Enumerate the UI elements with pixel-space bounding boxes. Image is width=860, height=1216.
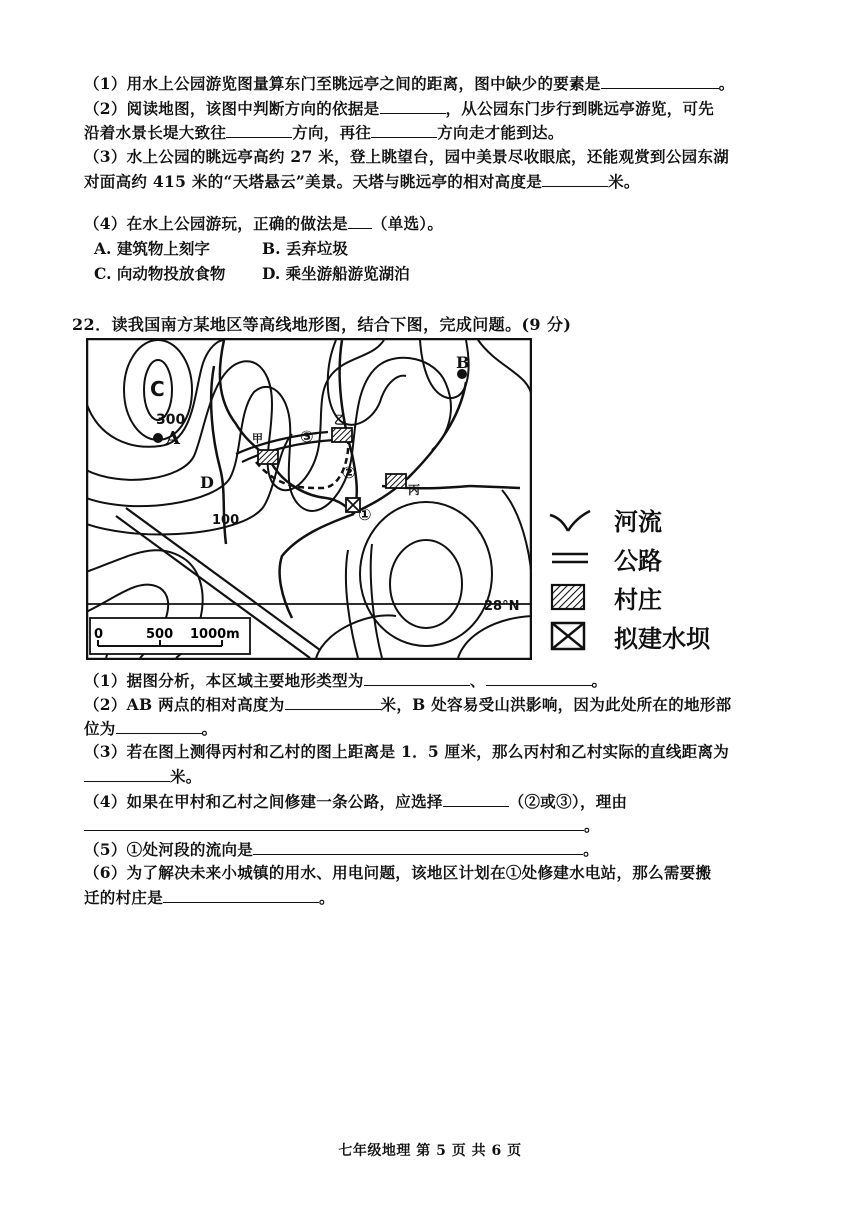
option-a[interactable]: A. 建筑物上刻字 bbox=[94, 239, 210, 258]
question-22-title: 22．读我国南方某地区等高线地形图，结合下图，完成问题。(9 分) bbox=[72, 315, 572, 334]
contour-map bbox=[86, 338, 532, 660]
label-village-jia: 甲 bbox=[252, 432, 263, 445]
answer-blank[interactable] bbox=[380, 97, 446, 114]
answer-blank[interactable] bbox=[84, 814, 584, 831]
label-village-yi: 乙 bbox=[334, 413, 347, 427]
q22-4-line1: （4）如果在甲村和乙村之间修建一条公路，应选择 （②或③），理由 bbox=[84, 792, 628, 811]
q21-2-line1: （2）阅读地图，该图中判断方向的依据是 ，从公园东门步行到眺远亭游览，可先 bbox=[84, 99, 715, 118]
contour-map-svg bbox=[86, 338, 532, 660]
answer-blank[interactable] bbox=[253, 838, 583, 855]
village-icon bbox=[548, 583, 592, 611]
dam-icon bbox=[548, 621, 592, 651]
village-yi bbox=[332, 428, 352, 442]
option-c[interactable]: C. 向动物投放食物 bbox=[94, 264, 226, 283]
scale-bar bbox=[90, 618, 250, 654]
q22-4-line2: 。 bbox=[84, 814, 600, 837]
label-contour-300: 300 bbox=[156, 412, 186, 428]
scale-label-1000: 1000m bbox=[190, 627, 240, 642]
label-circle-3: ③ bbox=[300, 427, 314, 446]
label-c: C bbox=[150, 377, 165, 401]
point-a bbox=[153, 433, 163, 443]
legend-dam: 拟建水坝 bbox=[548, 619, 710, 653]
q22-3-line1: （3）若在图上测得丙村和乙村的图上距离是 1．5 厘米，那么丙村和乙村实际的直线距离为 bbox=[84, 742, 730, 761]
label-contour-100: 100 bbox=[212, 513, 240, 528]
answer-blank[interactable] bbox=[601, 72, 719, 89]
answer-blank[interactable] bbox=[84, 765, 170, 782]
answer-blank[interactable] bbox=[116, 717, 202, 734]
option-d[interactable]: D. 乘坐游船游览湖泊 bbox=[262, 264, 410, 283]
q21-1: （1）用水上公园游览图量算东门至眺远亭之间的距离，图中缺少的要素是 。 bbox=[84, 74, 735, 93]
answer-blank[interactable] bbox=[348, 212, 372, 229]
page-footer: 七年级地理 第 5 页 共 6 页 bbox=[338, 1143, 522, 1159]
road-icon bbox=[548, 544, 592, 572]
label-a: A bbox=[166, 428, 180, 449]
q21-4: （4）在水上公园游玩，正确的做法是 （单选）。 bbox=[84, 214, 444, 233]
village-jia bbox=[258, 450, 278, 464]
q21-3-line2: 对面高约 415 米的“天塔悬云”美景。天塔与眺远亭的相对高度是 米。 bbox=[84, 172, 640, 191]
q22-6-line2: 迁的村庄是 。 bbox=[84, 888, 335, 907]
q21-2-line2: 沿着水景长堤大致往 方向，再往 方向走才能到达。 bbox=[84, 123, 564, 142]
river-icon bbox=[548, 505, 592, 533]
answer-blank[interactable] bbox=[285, 693, 381, 710]
q21-3-line1: （3）水上公园的眺远亭高约 27 米，登上眺望台，园中美景尽收眼底，还能观赏到公园东湖 bbox=[84, 147, 730, 166]
option-b[interactable]: B. 丢弃垃圾 bbox=[262, 239, 348, 258]
q22-5: （5）①处河段的流向是 。 bbox=[84, 840, 599, 859]
label-circle-2: ② bbox=[342, 463, 356, 482]
answer-blank[interactable] bbox=[226, 121, 292, 138]
scale-label-500: 500 bbox=[146, 627, 174, 642]
scale-label-0: 0 bbox=[94, 627, 104, 642]
q22-2-line2: 位为 。 bbox=[84, 719, 218, 738]
legend-village: 村庄 bbox=[548, 580, 662, 614]
answer-blank[interactable] bbox=[371, 121, 437, 138]
label-latitude: 28°N bbox=[484, 599, 520, 614]
label-village-bing: 丙 bbox=[408, 483, 421, 497]
label-circle-1: ① bbox=[358, 505, 372, 524]
label-b: B bbox=[456, 353, 470, 372]
village-bing bbox=[386, 474, 406, 488]
label-d: D bbox=[200, 473, 214, 492]
answer-blank[interactable] bbox=[364, 669, 470, 686]
answer-blank[interactable] bbox=[542, 170, 608, 187]
legend-road: 公路 bbox=[548, 541, 662, 575]
q22-2-line1: （2）AB 两点的相对高度为 米，B 处容易受山洪影响，因为此处所在的地形部 bbox=[84, 695, 732, 714]
answer-blank[interactable] bbox=[443, 790, 509, 807]
answer-blank[interactable] bbox=[163, 886, 319, 903]
q22-1: （1）据图分析，本区域主要地形类型为 、 。 bbox=[84, 671, 608, 690]
legend-river: 河流 bbox=[548, 502, 662, 536]
q22-3-line2: 米。 bbox=[84, 765, 202, 788]
q22-6-line1: （6）为了解决未来小城镇的用水、用电问题，该地区计划在①处修建水电站，那么需要搬 bbox=[84, 863, 712, 882]
answer-blank[interactable] bbox=[486, 669, 592, 686]
